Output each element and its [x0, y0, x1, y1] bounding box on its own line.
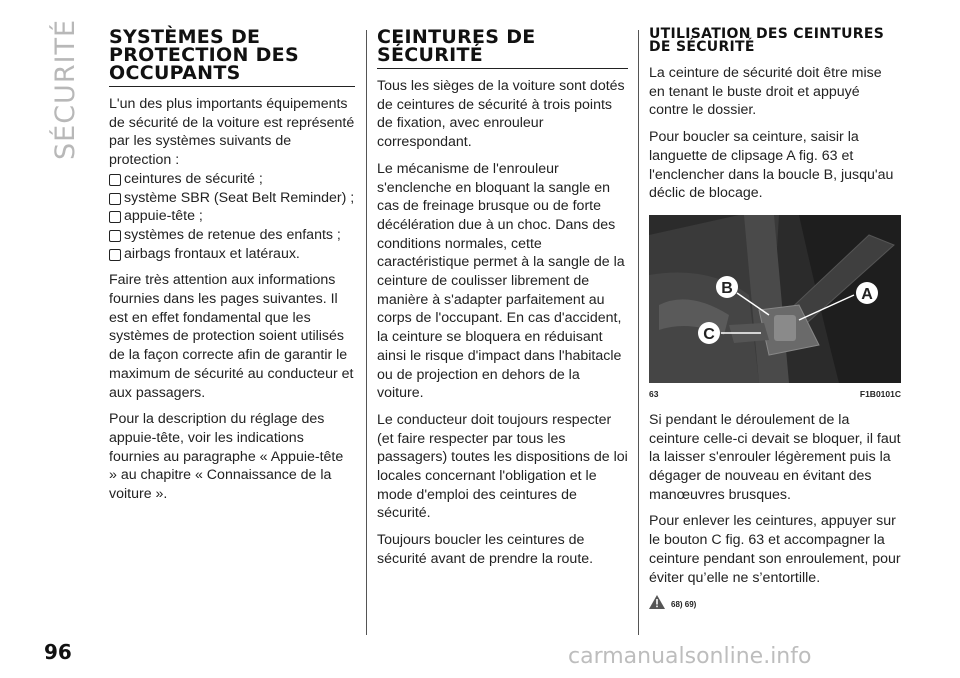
- svg-text:A: A: [861, 285, 873, 303]
- paragraph: Le mécanisme de l'enrouleur s'enclenche en bloquant la sangle en cas de freinage brusque ou de forte décélération due à un choc. Dans des conditions normales, cette caractéristique permet à la sangle de la ceinture de coulisser librement de manière à s'adapter parfaitement au corps de l'occupant. En cas d'accident, la ceinture se bloquera en réduisant ainsi le risque d'impact dans l'habitacle ou de projection en dehors de la voiture.: [377, 160, 625, 402]
- warning-references: [649, 595, 901, 609]
- paragraph: Tous les sièges de la voiture sont dotés de ceintures de sécurité à trois points de fixation, avec enrouleur correspondant.: [377, 78, 625, 151]
- list-item: système SBR (Seat Belt Reminder) ;: [109, 189, 355, 208]
- bullet-box-icon: [109, 193, 121, 205]
- column-occupant-protection: [109, 28, 355, 512]
- bullet-box-icon: [109, 211, 121, 223]
- warning-ref-numbers: 68) 69): [671, 600, 697, 610]
- figure-seat-belt-buckle: [649, 215, 901, 383]
- column-divider: [638, 30, 639, 635]
- paragraph: La ceinture de sécurité doit être mise en tenant le buste droit et appuyé contre le dossier.: [649, 65, 882, 119]
- figure-code: F1B0101C: [859, 388, 901, 399]
- heading-seat-belts: CEINTURES DE SÉCURITÉ: [377, 28, 628, 69]
- list-item: appuie-tête ;: [109, 207, 355, 226]
- paragraph: Pour boucler sa ceinture, saisir la languette de clipsage A fig. 63 et l'enclencher dans la boucle B, jusqu'au déclic de blocage.: [649, 129, 894, 202]
- list-item: systèmes de retenue des enfants ;: [109, 226, 355, 245]
- seat-belt-photo-illustration: [649, 215, 901, 383]
- bullet-box-icon: [109, 174, 121, 186]
- list-item: airbags frontaux et latéraux.: [109, 245, 355, 264]
- warning-triangle-icon: [649, 595, 665, 609]
- paragraph: Faire très attention aux informations fournies dans les pages suivantes. Il est en effet fondamental que les systèmes de protection soient utilisés de la façon correcte afin de garantir le maximum de sécurité au conducteur et aux passagers.: [109, 272, 354, 401]
- paragraph: L'un des plus importants équipements de sécurité de la voiture est représenté par les systèmes suivants de protection :: [109, 96, 355, 169]
- svg-text:C: C: [703, 325, 715, 343]
- bullet-box-icon: [109, 230, 121, 242]
- figure-caption: [649, 389, 901, 399]
- figure-number: 63: [649, 388, 659, 399]
- heading-occupant-protection: SYSTÈMES DE PROTECTION DES OCCUPANTS: [109, 28, 355, 87]
- section-side-title: SÉCURITÉ: [50, 18, 81, 160]
- svg-text:B: B: [721, 279, 733, 297]
- bullet-box-icon: [109, 249, 121, 261]
- heading-belt-usage: UTILISATION DES CEINTURES DE SÉCURITÉ: [649, 26, 885, 55]
- list-item: ceintures de sécurité ;: [109, 170, 355, 189]
- callout-label-b: [716, 276, 738, 298]
- callout-label-c: [698, 322, 720, 344]
- protection-list: [109, 170, 355, 264]
- column-seat-belts: [377, 28, 628, 577]
- paragraph: Le conducteur doit toujours respecter (et faire respecter par tous les passagers) toutes les dispositions de loi locales concernant l'obligation et le mode d'emploi des ceintures de sécurité.: [377, 411, 628, 522]
- column-divider: [366, 30, 367, 635]
- column-belt-usage: [649, 28, 901, 609]
- watermark: carmanualsonline.info: [568, 644, 812, 669]
- page-number: 96: [44, 640, 72, 664]
- paragraph: Si pendant le déroulement de la ceinture celle-ci devait se bloquer, il faut la laisser s'enrouler légèrement puis la dégager de nouveau en évitant des manœuvres brusques.: [649, 411, 901, 503]
- paragraph: Toujours boucler les ceintures de sécurité avant de prendre la route.: [377, 532, 594, 567]
- paragraph: Pour la description du réglage des appuie-tête, voir les indications fournies au paragraphe « Appuie-tête » au chapitre « Connaissance de la voiture ».: [109, 411, 344, 503]
- callout-label-a: [856, 282, 878, 304]
- paragraph: Pour enlever les ceintures, appuyer sur le bouton C fig. 63 et accompagner la ceinture pendant son enroulement, pour éviter qu’elle ne s’entortille.: [649, 513, 901, 586]
